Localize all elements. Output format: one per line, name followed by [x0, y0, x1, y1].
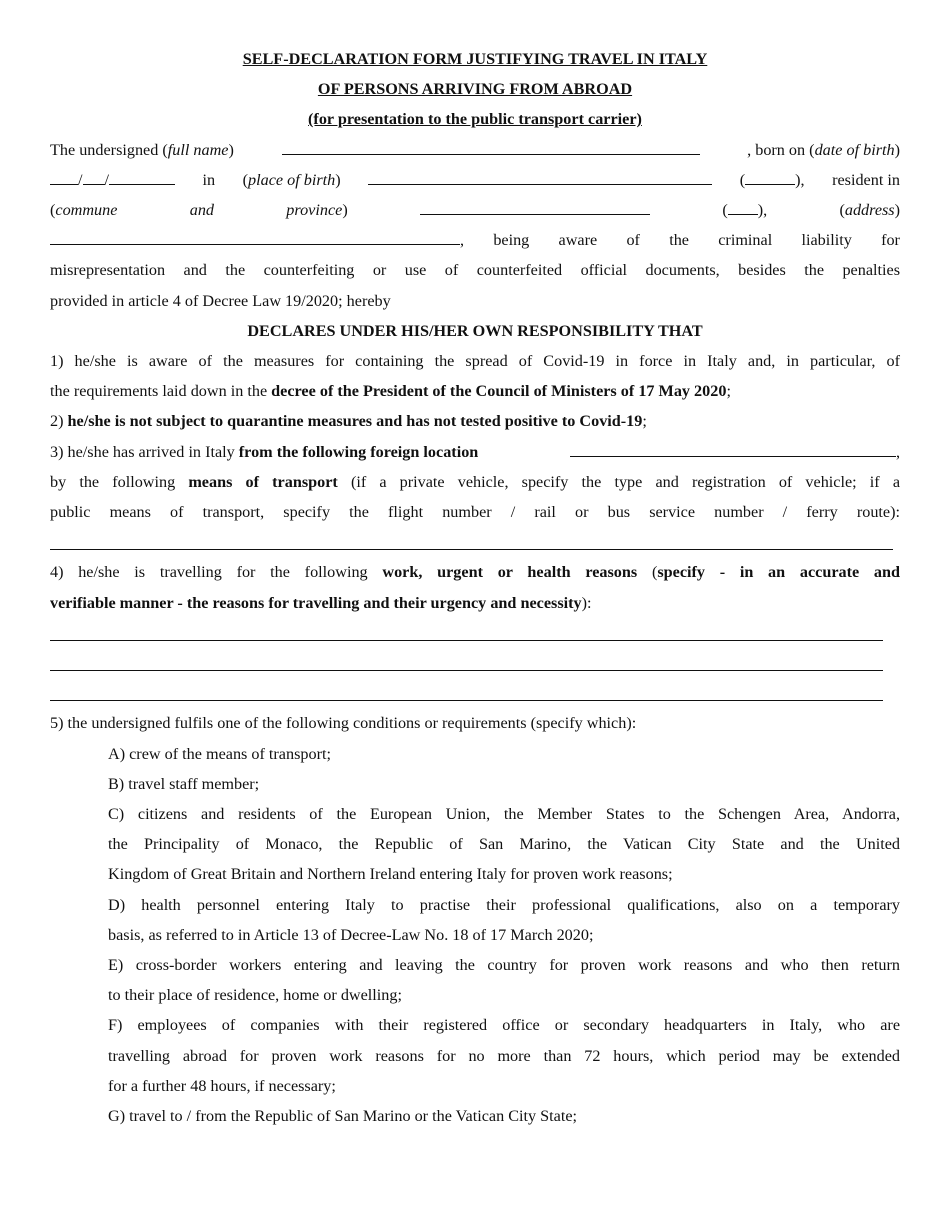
commune-label-wrap: (commune — [50, 201, 118, 220]
item-2: 2) he/she is not subject to quarantine measures and has not tested positive to Covid-19; — [50, 412, 647, 431]
intro-misrepresentation-line: misrepresentation and the counterfeiting or use of counterfeited official documents, besides the penalties — [50, 261, 900, 280]
condition-b: B) travel staff member; — [108, 774, 260, 793]
item-3-foreign-location-label: from the following foreign location — [238, 442, 479, 461]
in-label: in — [202, 170, 216, 189]
condition-f-line-2: travelling abroad for proven work reasons for no more than 72 hours, which period may be extended — [108, 1046, 900, 1065]
reasons-field-1[interactable] — [50, 640, 883, 641]
means-of-transport-field-row — [50, 527, 900, 557]
reasons-field-row-3 — [50, 678, 900, 708]
word-aware: aware — [558, 231, 598, 250]
item-4-verifiable-label: verifiable manner - the reasons for travelling and their urgency and necessity — [50, 593, 582, 612]
date-of-birth-label: date of birth — [814, 140, 895, 159]
item-4-reasons-label: work, urgent or health reasons — [382, 563, 638, 582]
full-name-label: full name — [167, 140, 229, 159]
item-4-line-1: 4) he/she is travelling for the following work, urgent or health reasons (specify - in an accurate and — [50, 563, 901, 582]
address-label-wrap: (address) — [839, 201, 900, 220]
item-4-line-2: verifiable manner - the reasons for travelling and their urgency and necessity): — [50, 593, 592, 612]
form-title-line-2: OF PERSONS ARRIVING FROM ABROAD — [317, 80, 633, 99]
item-3-line-1 — [50, 437, 900, 467]
resident-in-label: resident in — [832, 170, 900, 189]
date-of-birth-field[interactable]: / / — [50, 165, 175, 195]
condition-a: A) crew of the means of transport; — [108, 744, 331, 763]
item-4-specify-label: specify - in an accurate and — [657, 563, 901, 582]
reasons-field-2[interactable] — [50, 670, 883, 671]
form-title-line-1: SELF-DECLARATION FORM JUSTIFYING TRAVEL IN ITALY — [242, 50, 708, 68]
province-label: province — [286, 201, 343, 220]
item-2-statement: he/she is not subject to quarantine measures and has not tested positive to Covid-19 — [67, 412, 643, 431]
intro-line-2 — [50, 165, 900, 195]
reasons-field-row-1 — [50, 618, 900, 648]
dob-day-field[interactable] — [50, 167, 78, 185]
and-label: and — [189, 201, 214, 220]
foreign-location-wrap: , — [570, 437, 900, 467]
address-field-wrap: , — [50, 225, 464, 255]
birth-province-field[interactable] — [745, 167, 795, 185]
condition-d-line-1: D) health personnel entering Italy to practise their professional qualifications, also on a temporary — [108, 895, 900, 914]
full-name-field[interactable] — [282, 137, 700, 155]
condition-g: G) travel to / from the Republic of San Marino or the Vatican City State; — [108, 1107, 578, 1126]
word-the: the — [669, 231, 689, 250]
intro-line-3 — [50, 195, 900, 225]
residence-province-field[interactable] — [728, 197, 758, 215]
province-label-wrap: province) — [286, 201, 348, 220]
intro-born-on: , born on (date of birth) — [747, 140, 900, 159]
condition-e-line-1: E) cross-border workers entering and leaving the country for proven work reasons and who then return — [108, 956, 900, 975]
item-3-line-2: by the following means of transport (if a private vehicle, specify the type and registration of vehicle; if a — [50, 472, 901, 491]
intro-line-1 — [50, 135, 900, 165]
word-being: being — [493, 231, 530, 250]
condition-c-line-1: C) citizens and residents of the European Union, the Member States to the Schengen Area, Andorra, — [108, 805, 900, 824]
item-1-line-1: 1) he/she is aware of the measures for containing the spread of Covid-19 in force in Italy and, in particular, of — [50, 352, 900, 371]
item-1-decree: decree of the President of the Council of Ministers of 17 May 2020 — [271, 382, 727, 401]
item-5-intro: 5) the undersigned fulfils one of the following conditions or requirements (specify which): — [50, 714, 637, 733]
address-field[interactable] — [50, 227, 460, 245]
condition-e-line-2: to their place of residence, home or dwelling; — [108, 986, 402, 1005]
reasons-field-row-2 — [50, 648, 900, 678]
birth-province-wrap: ( ), — [740, 165, 805, 195]
residence-province-wrap: ( ), — [722, 195, 767, 225]
condition-f-line-1: F) employees of companies with their registered office or secondary headquarters in Italy, who are — [108, 1016, 900, 1035]
means-of-transport-field[interactable] — [50, 549, 893, 550]
intro-line-4 — [50, 225, 900, 255]
dob-year-field[interactable] — [109, 167, 175, 185]
commune-field[interactable] — [420, 197, 650, 215]
word-criminal: criminal — [718, 231, 773, 250]
place-of-birth-label-wrap: (place of birth) — [242, 170, 341, 189]
place-of-birth-label: place of birth — [248, 170, 336, 189]
item-3-means-of-transport-label: means of transport — [188, 472, 338, 491]
form-title-line-3: (for presentation to the public transport carrier) — [308, 110, 642, 129]
word-liability: liability — [801, 231, 852, 250]
commune-label: commune — [55, 201, 118, 220]
item-1-line-2: the requirements laid down in the decree of the President of the Council of Ministers of 17 May 2020; — [50, 382, 731, 401]
word-for: for — [881, 231, 900, 250]
dob-month-field[interactable] — [83, 167, 105, 185]
foreign-location-field[interactable] — [570, 439, 896, 457]
declaration-form — [50, 44, 900, 1131]
condition-c-line-3: Kingdom of Great Britain and Northern Ireland entering Italy for proven work reasons; — [108, 865, 673, 884]
intro-undersigned: The undersigned (full name) — [50, 140, 234, 159]
place-of-birth-field[interactable] — [368, 167, 712, 185]
condition-d-line-2: basis, as referred to in Article 13 of Decree-Law No. 18 of 17 March 2020; — [108, 925, 594, 944]
intro-provided-line: provided in article 4 of Decree Law 19/2020; hereby — [50, 291, 391, 310]
address-label: address — [844, 201, 895, 220]
declares-heading: DECLARES UNDER HIS/HER OWN RESPONSIBILITY THAT — [247, 321, 703, 340]
item-3-line-3: public means of transport, specify the flight number / rail or bus service number / ferry route): — [50, 503, 900, 522]
condition-c-line-2: the Principality of Monaco, the Republic of San Marino, the Vatican City State and the United — [108, 835, 900, 854]
item-3-text: 3) he/she has arrived in Italy from the following foreign location — [50, 442, 479, 461]
word-of: of — [626, 231, 640, 250]
condition-f-line-3: for a further 48 hours, if necessary; — [108, 1076, 336, 1095]
reasons-field-3[interactable] — [50, 700, 883, 701]
